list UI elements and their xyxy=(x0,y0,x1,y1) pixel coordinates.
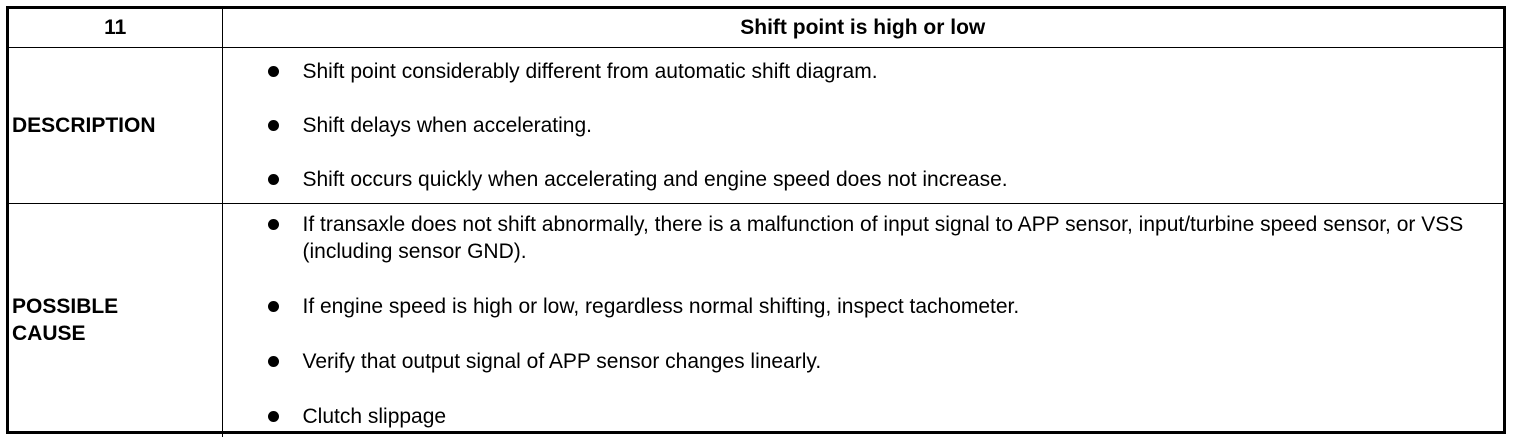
list-item-text: Shift delays when accelerating. xyxy=(302,113,592,137)
list-item-text: Verify that output signal of APP sensor changes linearly. xyxy=(302,349,822,373)
list-item xyxy=(268,293,1504,320)
bullet-icon xyxy=(268,66,279,77)
list-item xyxy=(268,211,1504,265)
bullet-icon xyxy=(268,174,279,185)
description-content xyxy=(222,47,1503,203)
diagnosis-table xyxy=(9,9,1503,437)
list-item-text: Clutch slippage xyxy=(302,404,447,428)
list-item-text: If engine speed is high or low, regardless normal shifting, inspect tachometer. xyxy=(302,294,1020,318)
possible-cause-content xyxy=(222,203,1503,437)
description-label: DESCRIPTION xyxy=(9,47,222,203)
list-item xyxy=(268,58,1504,85)
description-list xyxy=(223,58,1504,193)
bullet-icon xyxy=(268,120,279,131)
bullet-icon xyxy=(268,356,279,367)
bullet-icon xyxy=(268,219,279,230)
list-item-text: Shift occurs quickly when accelerating and engine speed does not increase. xyxy=(302,167,1008,191)
diagnosis-table-frame xyxy=(6,6,1506,434)
list-item xyxy=(268,166,1504,193)
possible-cause-label xyxy=(9,203,222,437)
possible-cause-list xyxy=(223,211,1504,430)
bullet-icon xyxy=(268,411,279,422)
description-row xyxy=(9,47,1503,203)
list-item-text: Shift point considerably different from automatic shift diagram. xyxy=(302,59,878,83)
list-item xyxy=(268,348,1504,375)
step-number: 11 xyxy=(9,9,222,47)
possible-cause-row xyxy=(9,203,1503,437)
bullet-icon xyxy=(268,301,279,312)
header-row xyxy=(9,9,1503,47)
list-item xyxy=(268,112,1504,139)
possible-cause-label-line1: POSSIBLE xyxy=(12,295,119,319)
symptom-title: Shift point is high or low xyxy=(222,9,1503,47)
list-item-text: If transaxle does not shift abnormally, there is a malfunction of input signal to APP sensor, input/turbine speed sensor, or VSS (including sensor GND). xyxy=(302,212,1464,263)
possible-cause-label-line2: CAUSE xyxy=(12,322,86,346)
list-item xyxy=(268,403,1504,430)
